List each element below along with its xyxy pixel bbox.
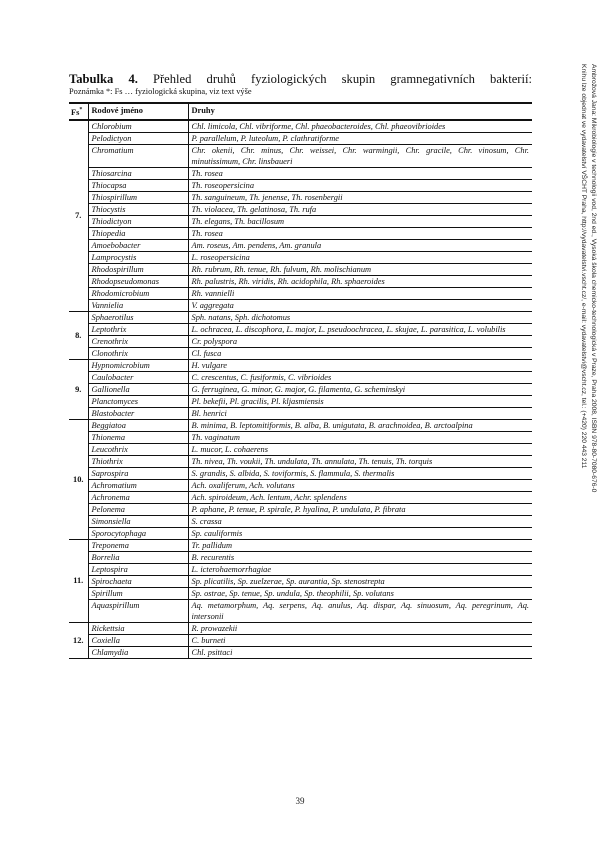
caption-word: skupin [341, 72, 376, 86]
species-cell: Th. nivea, Th. voukii, Th. undulata, Th. annulata, Th. tenuis, Th. torquis [188, 455, 532, 467]
genus-cell: Pelodictyon [88, 132, 188, 144]
table-row [69, 443, 532, 455]
table-row [69, 383, 532, 395]
genus-cell: Thiospirillum [88, 191, 188, 203]
species-cell: B. recurentis [188, 551, 532, 563]
group-fs-cell: 12. [69, 622, 88, 658]
table-row [69, 347, 532, 359]
genus-cell: Thiothrix [88, 455, 188, 467]
table-row [69, 587, 532, 599]
table-row [69, 215, 532, 227]
table-row [69, 359, 532, 371]
genus-cell: Achronema [88, 491, 188, 503]
table-note: Poznámka *: Fs … fyziologická skupina, viz text výše [69, 87, 252, 96]
page-number: 39 [295, 796, 305, 806]
genus-cell: Gallionella [88, 383, 188, 395]
species-cell: B. minima, B. leptomitiformis, B. alba, B. unigutata, B. arachnoidea, B. arctoalpina [188, 419, 532, 431]
table-row [69, 455, 532, 467]
caption-word: gramnegativních [390, 72, 475, 86]
table-row [69, 551, 532, 563]
table-row [69, 132, 532, 144]
species-cell: R. prowazekii [188, 622, 532, 634]
table-row [69, 227, 532, 239]
species-cell: Th. violacea, Th. gelatinosa, Th. rufa [188, 203, 532, 215]
group-fs-cell: 8. [69, 311, 88, 359]
species-cell: Cr. polyspora [188, 335, 532, 347]
species-cell: L. mucor, L. cohaerens [188, 443, 532, 455]
table-row [69, 144, 532, 167]
table-row [69, 563, 532, 575]
table-row [69, 251, 532, 263]
genus-cell: Crenothrix [88, 335, 188, 347]
genus-cell: Spirochaeta [88, 575, 188, 587]
genus-cell: Achromatium [88, 479, 188, 491]
table-row [69, 371, 532, 383]
species-cell: Sp. plicatilis, Sp. zuelzerae, Sp. aurantia, Sp. stenostrepta [188, 575, 532, 587]
table-row [69, 287, 532, 299]
species-cell: L. roseopersicina [188, 251, 532, 263]
genus-cell: Blastobacter [88, 407, 188, 419]
species-cell: L. ochracea, L. discophora, L. major, L. pseudoochracea, L. skujae, L. parasitica, L. volubilis [188, 323, 532, 335]
species-cell: Th. elegans, Th. bacillosum [188, 215, 532, 227]
caption-label: Tabulka [69, 72, 114, 86]
table-row [69, 515, 532, 527]
genus-cell: Thiopedia [88, 227, 188, 239]
header-fs: Fs* [71, 107, 83, 117]
group-fs-cell: 9. [69, 359, 88, 419]
genus-cell: Chlamydia [88, 646, 188, 658]
table-row [69, 323, 532, 335]
genus-cell: Hypnomicrobium [88, 359, 188, 371]
caption-word: fyziologických [251, 72, 327, 86]
table-row [69, 646, 532, 658]
species-cell: H. vulgare [188, 359, 532, 371]
table-row [69, 239, 532, 251]
table-row [69, 622, 532, 634]
table-row [69, 203, 532, 215]
species-cell: Th. roseopersicina [188, 179, 532, 191]
species-cell: Chr. okenii, Chr. minus, Chr. weissei, Chr. warmingii, Chr. gracile, Chr. vinosum, Chr. minutissimum, Chr. linsbaueri [188, 144, 532, 167]
table-row [69, 299, 532, 311]
genus-cell: Rickettsia [88, 622, 188, 634]
species-cell: S. grandis, S. albida, S. toviformis, S. flammula, S. thermalis [188, 467, 532, 479]
genus-cell: Sphaerotilus [88, 311, 188, 323]
genus-cell: Clonothrix [88, 347, 188, 359]
genus-cell: Thiodictyon [88, 215, 188, 227]
table-caption [69, 72, 532, 86]
table-body [69, 120, 532, 659]
genus-cell: Chlorobium [88, 120, 188, 133]
genus-cell: Beggiatoa [88, 419, 188, 431]
species-cell: Sp. ostrae, Sp. tenue, Sp. undula, Sp. theophilii, Sp. volutans [188, 587, 532, 599]
species-cell: Aq. metamorphum, Aq. serpens, Aq. anulus, Aq. dispar, Aq. sinuosum, Aq. peregrinum, Aq. intersonii [188, 599, 532, 622]
header-genus: Rodové jméno [88, 103, 188, 120]
caption-word: Přehled [152, 72, 192, 86]
genus-cell: Rhodopseudomonas [88, 275, 188, 287]
table-row [69, 599, 532, 622]
table-header-row [69, 103, 532, 120]
side-citation [570, 64, 598, 624]
species-cell: Th. sanguineum, Th. jenense, Th. rosenbergii [188, 191, 532, 203]
table-row [69, 503, 532, 515]
genus-cell: Leucothrix [88, 443, 188, 455]
species-cell: Chl. psittaci [188, 646, 532, 658]
genus-cell: Saprospira [88, 467, 188, 479]
species-cell: Th. rosea [188, 167, 532, 179]
genus-cell: Thiosarcina [88, 167, 188, 179]
table-row [69, 539, 532, 551]
species-cell: Sph. natans, Sph. dichotomus [188, 311, 532, 323]
genus-cell: Thiocapsa [88, 179, 188, 191]
species-cell: V. aggregata [188, 299, 532, 311]
genus-cell: Chromatium [88, 144, 188, 167]
species-cell: C. crescentus, C. fusiformis, C. vibrioides [188, 371, 532, 383]
genus-cell: Coxiella [88, 634, 188, 646]
table-row [69, 335, 532, 347]
species-cell: Th. rosea [188, 227, 532, 239]
genus-cell: Thionema [88, 431, 188, 443]
genus-cell: Lamprocystis [88, 251, 188, 263]
species-cell: P. parallelum, P. luteolum, P. clathratiforme [188, 132, 532, 144]
genus-cell: Caulobacter [88, 371, 188, 383]
table-row [69, 167, 532, 179]
species-cell: Bl. henrici [188, 407, 532, 419]
species-cell: Rh. vannielli [188, 287, 532, 299]
citation-line: Ambrožová Jana: Mikrobiologie v technologii vod, 2nd ed., Vysoká škola chemicko-technologická v Praze, Praha 2008, ISBN 978-80-7080-676-0 [590, 64, 597, 493]
species-cell: C. burneti [188, 634, 532, 646]
genus-cell: Rhodospirillum [88, 263, 188, 275]
genus-cell: Thiocystis [88, 203, 188, 215]
table-row [69, 179, 532, 191]
header-species: Druhy [188, 103, 532, 120]
genus-cell: Pelonema [88, 503, 188, 515]
genus-cell: Planctomyces [88, 395, 188, 407]
table-row [69, 575, 532, 587]
group-fs-cell: 11. [69, 539, 88, 622]
table-row [69, 191, 532, 203]
genus-cell: Treponema [88, 539, 188, 551]
order-info-line: Knihu lze objednat ve vydavatelství VŠCHT Praha, http://vydavatelstvi.vscht.cz/, e-mail: vydavatelstvi@vscht.cz, tel.: (+420) 220 443 211 [580, 64, 587, 469]
table-row [69, 263, 532, 275]
species-cell: Sp. cauliformis [188, 527, 532, 539]
species-cell: Pl. bekefii, Pl. gracilis, Pl. kljasmiensis [188, 395, 532, 407]
species-cell: S. crassa [188, 515, 532, 527]
table-row [69, 467, 532, 479]
table-row [69, 491, 532, 503]
genus-cell: Sporocytophaga [88, 527, 188, 539]
table-row [69, 527, 532, 539]
table-row [69, 634, 532, 646]
species-cell: Rh. palustris, Rh. viridis, Rh. acidophila, Rh. sphaeroides [188, 275, 532, 287]
species-cell: Th. vaginatum [188, 431, 532, 443]
table-row [69, 275, 532, 287]
table-row [69, 407, 532, 419]
species-cell: Ach. oxaliferum, Ach. volutans [188, 479, 532, 491]
species-cell: Tr. pallidum [188, 539, 532, 551]
species-cell: Ach. spiroideum, Ach. lentum, Achr. splendens [188, 491, 532, 503]
species-cell: Cl. fusca [188, 347, 532, 359]
genus-cell: Simonsiella [88, 515, 188, 527]
genus-cell: Amoebobacter [88, 239, 188, 251]
caption-number: 4. [128, 72, 138, 86]
species-cell: P. aphane, P. tenue, P. spirale, P. hyalina, P. undulata, P. fibrata [188, 503, 532, 515]
caption-word: druhů [206, 72, 236, 86]
species-cell: Rh. rubrum, Rh. tenue, Rh. fulvum, Rh. molischianum [188, 263, 532, 275]
group-fs-cell: 7. [69, 120, 88, 312]
table-row [69, 395, 532, 407]
genus-cell: Aquaspirillum [88, 599, 188, 622]
group-fs-cell: 10. [69, 419, 88, 539]
genus-cell: Leptospira [88, 563, 188, 575]
species-cell: L. icterohaemorrhagiae [188, 563, 532, 575]
table-row [69, 431, 532, 443]
species-cell: Chl. limicola, Chl. vibriforme, Chl. phaeobacteroides, Chl. phaeovibrioides [188, 120, 532, 133]
genus-cell: Spirillum [88, 587, 188, 599]
caption-word: bakterií: [490, 72, 532, 86]
table-row [69, 479, 532, 491]
genus-cell: Rhodomicrobium [88, 287, 188, 299]
table-row [69, 120, 532, 133]
genus-cell: Vannielia [88, 299, 188, 311]
genus-cell: Leptothrix [88, 323, 188, 335]
species-cell: Am. roseus, Am. pendens, Am. granula [188, 239, 532, 251]
table-row [69, 311, 532, 323]
genus-cell: Borrelia [88, 551, 188, 563]
table-row [69, 419, 532, 431]
species-cell: G. ferruginea, G. minor, G. major, G. filamenta, G. scheminskyi [188, 383, 532, 395]
bacteria-table [69, 102, 532, 659]
